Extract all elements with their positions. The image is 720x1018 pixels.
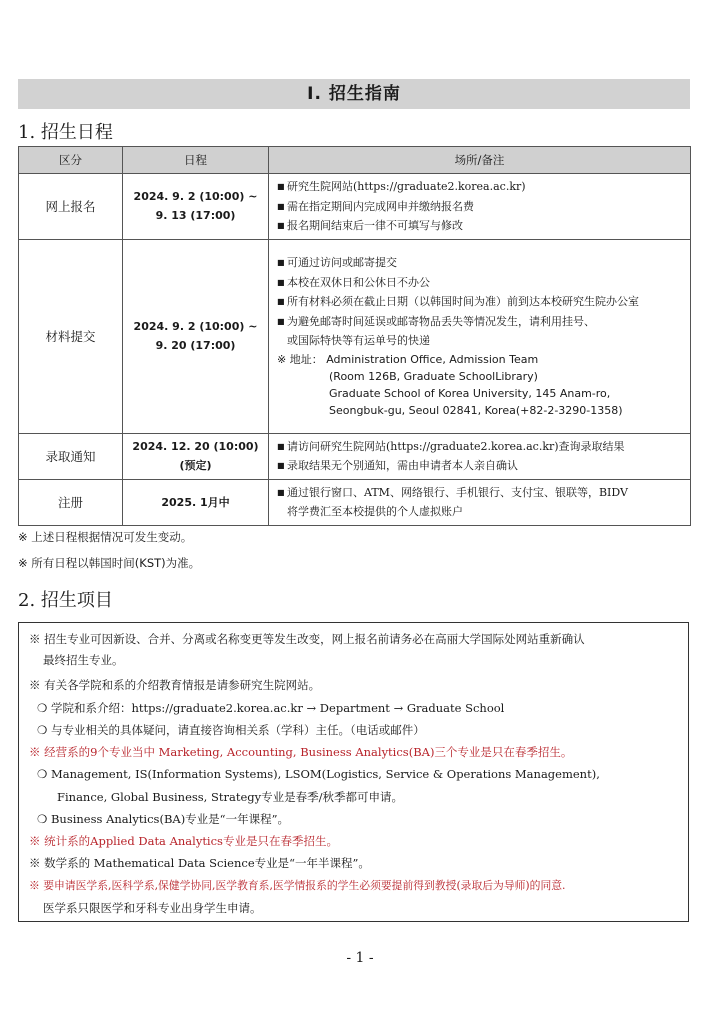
schedule-table [18,146,691,526]
section-heading-programs: 2. 招生项目 [18,590,113,611]
table-row [19,174,691,240]
box-line-red: ※ 统计系的Applied Data Analytics专业是只在春季招生。 [29,834,338,848]
box-line: ※ 招生专业可因新设、合并、分离或名称变更等发生改变，网上报名前请务必在高丽大学国际处网站重新确认 [29,632,585,646]
table-row [19,479,691,525]
row-notes: ■ 通过银行窗口、ATM、网络银行、手机银行、支付宝、银联等，BIDV 将学费汇至本校提供的个人虚拟账户 [269,479,691,525]
row-date: 2024. 9. 2 (10:00) ~ 9. 13 (17:00) [123,174,269,240]
header-notes: 场所/备注 [269,147,691,174]
footnote: ※ 上述日程根据情况可发生变动。 [18,530,193,544]
row-notes: ■ 可通过访问或邮寄提交 ■ 本校在双休日和公休日不办公 ■ 所有材料必须在截止日期（以韩国时间为准）前到达本校研究生院办公室 ■ 为避免邮寄时间延误或邮寄物品丢失等情况发生，请利用挂号、 或国际特快等有运单号的快递 ※ 地址： Administration Office, Admission Team (Room 126B, Graduate SchoolLibrary) Graduate School of Korea University, 145 Anam-ro, Seongbuk-gu, Seoul 02841, Korea(+82-2-3290-1358) [269,239,691,433]
box-line: ❍ Management, IS(Information Systems), LSOM(Logistics, Service & Operations Management), [37,767,600,781]
page-number: - 1 - [346,950,374,966]
programs-box [18,622,689,922]
footnote: ※ 所有日程以韩国时间(KST)为准。 [18,556,201,570]
row-category: 网上报名 [19,174,123,240]
box-line-red: ※ 要申请医学系,医科学系,保健学协同,医学教育系,医学情报系的学生必须要提前得到教授(录取后为导师)的同意. [29,879,566,892]
row-date: 2024. 9. 2 (10:00) ~ 9. 20 (17:00) [123,239,269,433]
header-date: 日程 [123,147,269,174]
box-line-red: ※ 经营系的9个专业当中 Marketing, Accounting, Business Analytics(BA)三个专业是只在春季招生。 [29,745,573,759]
table-header-row [19,147,691,174]
table-row [19,433,691,479]
row-category: 材料提交 [19,239,123,433]
row-category: 注册 [19,479,123,525]
header-category: 区分 [19,147,123,174]
box-line: ❍ 与专业相关的具体疑问，请直接咨询相关系（学科）主任。（电话或邮件） [37,723,425,737]
box-line: 医学系只限医学和牙科专业出身学生申请。 [43,901,262,915]
row-category: 录取通知 [19,433,123,479]
box-line: Finance, Global Business, Strategy专业是春季/秋季都可申请。 [57,790,403,804]
row-notes: ■ 请访问研究生院网站(https://graduate2.korea.ac.kr)查询录取结果 ■ 录取结果无个别通知，需由申请者本人亲自确认 [269,433,691,479]
row-date: 2025. 1月中 [123,479,269,525]
page-title: Ⅰ. 招生指南 [18,79,690,109]
section-heading-schedule: 1. 招生日程 [18,122,113,143]
table-row [19,239,691,433]
row-notes: ■ 研究生院网站(https://graduate2.korea.ac.kr) ■ 需在指定期间内完成网申并缴纳报名费 ■ 报名期间结束后一律不可填写与修改 [269,174,691,240]
address-block: ※ 地址： Administration Office, Admission Team (Room 126B, Graduate SchoolLibrary) Graduate School of Korea University, 145 Anam-ro, Seongbuk-gu, Seoul 02841, Korea(+82-2-3290-1358) [277,352,623,417]
box-line: ※ 有关各学院和系的介绍教育情报是请参研究生院网站。 [29,678,321,692]
box-line: 最终招生专业。 [43,653,124,667]
box-line: ❍ 学院和系介绍：https://graduate2.korea.ac.kr → Department → Graduate School [37,701,505,715]
box-line: ❍ Business Analytics(BA)专业是“一年课程”。 [37,812,289,826]
box-line: ※ 数学系的 Mathematical Data Science专业是“一年半课程”。 [29,856,370,870]
row-date: 2024. 12. 20 (10:00) (预定) [123,433,269,479]
